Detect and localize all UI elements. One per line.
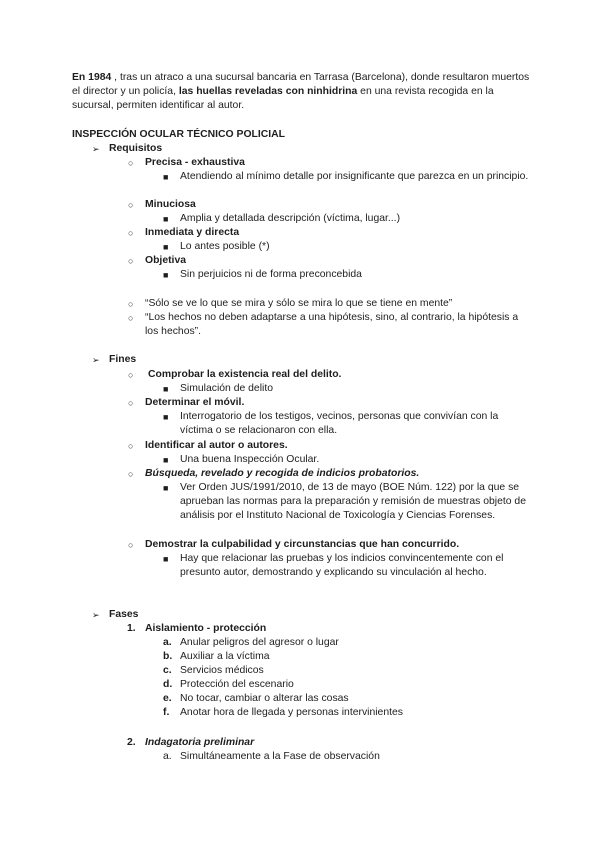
fin-detail: Interrogatorio de los testigos, vecinos, personas que convivían con la víctima o se relacionaron con ella. [180, 411, 499, 436]
fin-label: Comprobar la existencia real del delito. [148, 369, 342, 380]
requisitos-heading: Requisitos [109, 143, 163, 154]
fases-heading: Fases [109, 609, 139, 620]
square-bullet-icon: ■ [163, 242, 169, 252]
fin-label: Determinar el móvil. [145, 397, 245, 408]
phase-label: Aislamiento - protección [145, 623, 267, 634]
fin-label: Identificar al autor o autores. [145, 440, 288, 451]
requisito-detail: Lo antes posible (*) [180, 241, 270, 252]
fin-label: Demostrar la culpabilidad y circunstancias que han concurrido. [145, 539, 460, 550]
phase-item-text: No tocar, cambiar o alterar las cosas [180, 693, 349, 704]
fin-detail: Hay que relacionar las pruebas y los indicios convincentemente con el presunto autor, demostrando y explicando su vinculación al hecho. [180, 553, 504, 578]
fin-label: Búsqueda, revelado y recogida de indicios probatorios. [145, 468, 420, 479]
requisito-label: Inmediata y directa [145, 227, 240, 238]
phase-item-letter: d. [163, 679, 173, 690]
requisito-detail: Amplia y detallada descripción (víctima, lugar...) [180, 213, 401, 224]
square-bullet-icon: ■ [163, 214, 169, 224]
phase-item-text: Simultáneamente a la Fase de observación [180, 751, 380, 762]
intro-year: En 1984 [72, 72, 112, 83]
quote-1: “Sólo se ve lo que se mira y sólo se mira lo que se tiene en mente” [145, 298, 453, 309]
circle-bullet-icon: ○ [128, 370, 134, 380]
quote-2: “Los hechos no deben adaptarse a una hipótesis, sino, al contrario, la hipótesis a los hechos”. [145, 312, 519, 337]
phase-number: 2. [127, 737, 136, 748]
square-bullet-icon: ■ [163, 270, 169, 280]
square-bullet-icon: ■ [163, 483, 169, 493]
phase-item-text: Protección del escenario [180, 679, 294, 690]
fines-heading: Fines [109, 354, 137, 365]
phase-item-letter: a. [163, 751, 172, 762]
fin-detail: Simulación de delito [180, 383, 273, 394]
circle-bullet-icon: ○ [128, 158, 134, 168]
square-bullet-icon: ■ [163, 412, 169, 422]
circle-bullet-icon: ○ [128, 469, 134, 479]
phase-number: 1. [127, 623, 136, 634]
intro-text-1: , tras un atraco a una sucursal bancaria en Tarrasa (Barcelona), donde resultaron muertos el director y un policía, [72, 72, 530, 97]
intro-text-2: en una revista recogida en la sucursal, permiten identificar al autor. [72, 86, 494, 111]
circle-bullet-icon: ○ [128, 540, 134, 550]
phase-item-letter: e. [163, 693, 172, 704]
square-bullet-icon: ■ [163, 172, 169, 182]
requisito-label: Minuciosa [145, 199, 196, 210]
circle-bullet-icon: ○ [128, 299, 134, 309]
intro-paragraph [72, 71, 532, 113]
intro-highlight: las huellas reveladas con ninhidrina [178, 86, 358, 97]
fin-detail: Ver Orden JUS/1991/2010, de 13 de mayo (BOE Núm. 122) por la que se aprueban las normas para la preparación y remisión de muestras objeto de análisis por el Instituto Nacional de Toxicología y Ciencias Forenses. [180, 482, 526, 521]
circle-bullet-icon: ○ [128, 398, 134, 408]
circle-bullet-icon: ○ [128, 256, 134, 266]
phase-item-text: Servicios médicos [180, 665, 264, 676]
square-bullet-icon: ■ [163, 455, 169, 465]
phase-item-letter: b. [163, 651, 173, 662]
circle-bullet-icon: ○ [128, 200, 134, 210]
requisito-label: Precisa - exhaustiva [145, 157, 245, 168]
circle-bullet-icon: ○ [128, 228, 134, 238]
requisito-detail: Sin perjuicios ni de forma preconcebida [180, 269, 362, 280]
phase-label: Indagatoria preliminar [145, 737, 255, 748]
phase-item-letter: c. [163, 665, 172, 676]
square-bullet-icon: ■ [163, 554, 169, 564]
phase-item-text: Anotar hora de llegada y personas intervinientes [180, 707, 403, 718]
phase-item-letter: f. [163, 707, 170, 718]
arrow-bullet-icon: ➢ [92, 144, 100, 154]
section-title: INSPECCIÓN OCULAR TÉCNICO POLICIAL [72, 129, 286, 140]
requisito-detail: Atendiendo al mínimo detalle por insignificante que parezca en un principio. [180, 171, 529, 182]
phase-item-text: Anular peligros del agresor o lugar [180, 637, 339, 648]
phase-item-text: Auxiliar a la víctima [180, 651, 270, 662]
arrow-bullet-icon: ➢ [92, 610, 100, 620]
circle-bullet-icon: ○ [128, 313, 134, 323]
requisito-label: Objetiva [145, 255, 186, 266]
circle-bullet-icon: ○ [128, 441, 134, 451]
arrow-bullet-icon: ➢ [92, 355, 100, 365]
fin-detail: Una buena Inspección Ocular. [180, 454, 320, 465]
square-bullet-icon: ■ [163, 384, 169, 394]
phase-item-letter: a. [163, 637, 172, 648]
